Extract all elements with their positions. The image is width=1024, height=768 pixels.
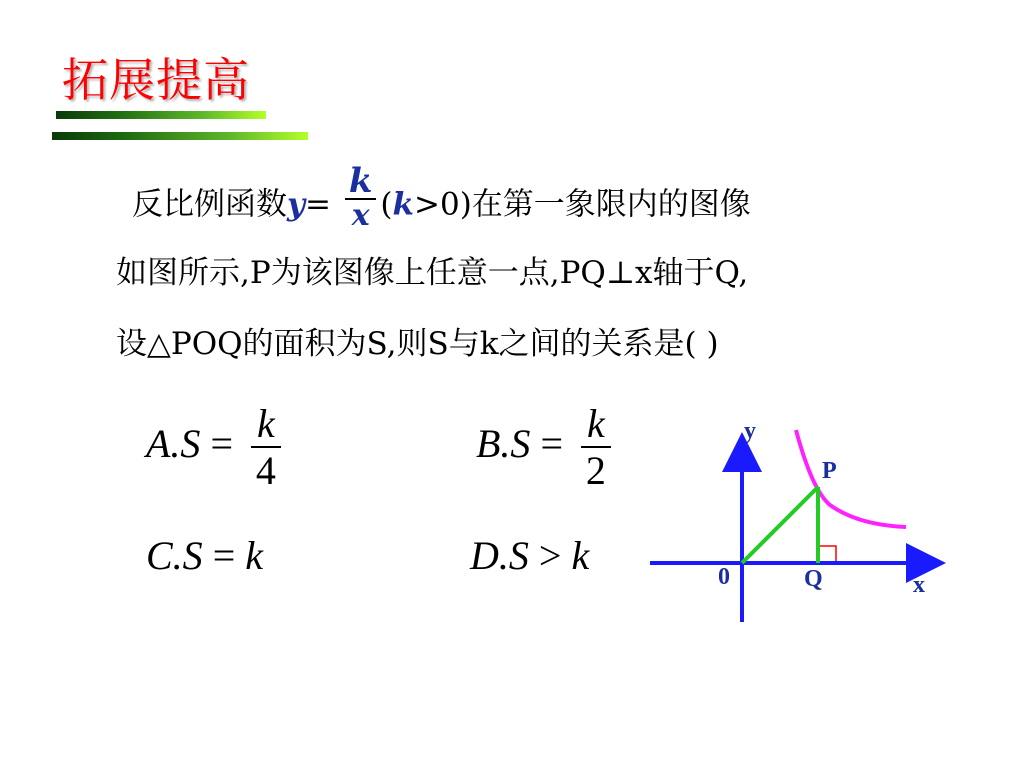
option-c[interactable] xyxy=(146,532,263,579)
option-b-den: 2 xyxy=(585,448,606,493)
equals-sign: = xyxy=(305,186,331,223)
option-b-fraction xyxy=(581,402,611,494)
option-b[interactable] xyxy=(476,402,611,494)
fraction-denominator: x xyxy=(351,198,370,233)
option-d[interactable] xyxy=(470,532,589,579)
option-c-prefix: C.S xyxy=(146,533,203,578)
coordinate-graph xyxy=(640,410,950,630)
x-axis-label: x xyxy=(913,572,925,598)
question-line-3: 设△POQ的面积为S,则S与k之间的关系是( ) xyxy=(116,326,719,362)
k-over-x-fraction xyxy=(345,161,377,233)
option-d-op: > xyxy=(538,533,562,578)
point-p-label: P xyxy=(822,458,837,484)
fraction-numerator: k xyxy=(345,164,377,200)
option-a-den: 4 xyxy=(255,448,276,493)
variable-y: y xyxy=(287,186,306,223)
y-axis-label: y xyxy=(744,418,756,444)
segment-op xyxy=(742,487,818,563)
decorative-bar-bottom xyxy=(52,132,308,140)
option-c-op: = xyxy=(212,533,236,578)
option-d-rhs: k xyxy=(571,533,590,578)
option-a[interactable] xyxy=(146,402,281,494)
option-a-prefix: A.S xyxy=(146,421,201,467)
paren-open: ( xyxy=(380,186,393,223)
question-text-cond: >0)在第一象限内的图像 xyxy=(414,186,751,223)
option-d-prefix: D.S xyxy=(470,533,529,578)
question-line-1 xyxy=(132,161,751,240)
origin-label: 0 xyxy=(718,564,730,590)
option-b-op: = xyxy=(540,421,563,467)
point-q-label: Q xyxy=(804,566,823,592)
option-a-num: k xyxy=(251,402,281,448)
decorative-bar-top xyxy=(56,111,266,119)
right-angle-mark xyxy=(820,546,836,561)
option-b-num: k xyxy=(581,402,611,448)
slide-title: 拓展提高 xyxy=(62,53,250,107)
variable-k: k xyxy=(392,186,415,223)
option-b-prefix: B.S xyxy=(476,421,531,467)
question-text-start: 反比例函数 xyxy=(132,186,287,223)
option-c-rhs: k xyxy=(245,533,264,578)
hyperbola-curve xyxy=(796,430,906,527)
option-a-fraction xyxy=(251,402,281,494)
option-a-op: = xyxy=(210,421,233,467)
question-line-2: 如图所示,P为该图像上任意一点,PQ⊥x轴于Q, xyxy=(116,255,749,291)
